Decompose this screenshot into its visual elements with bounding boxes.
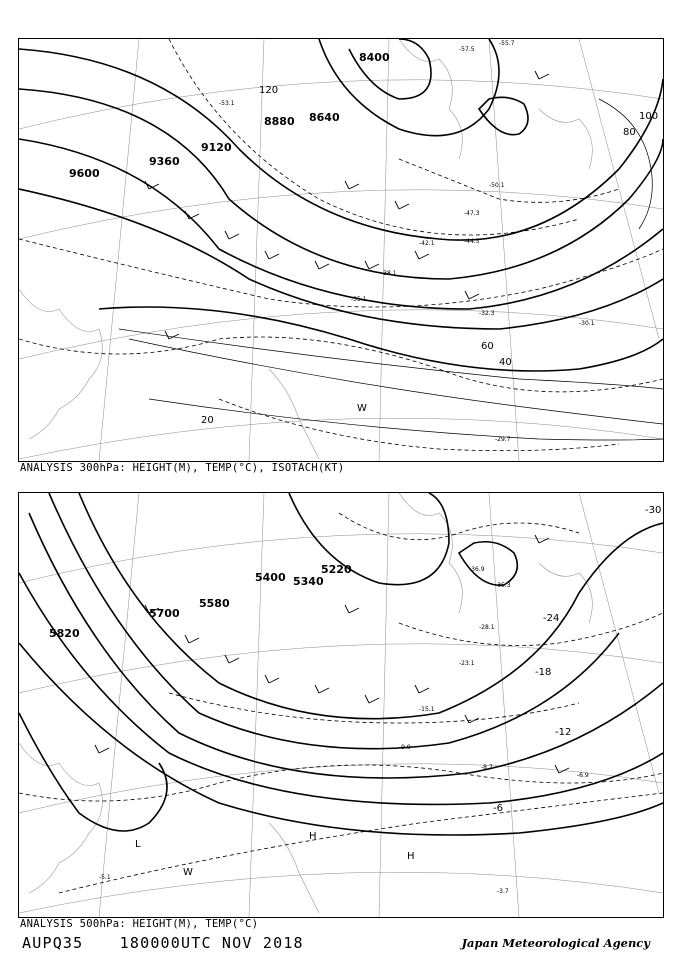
high-mark: H	[407, 851, 415, 862]
height-label: 8400	[359, 51, 390, 64]
isotach-label: 80	[623, 127, 636, 138]
isotach-label: 60	[481, 341, 494, 352]
graticule	[19, 39, 663, 461]
temp-label: -3.7	[497, 888, 509, 895]
chart-header	[22, 934, 330, 952]
temp-label: -8.7	[481, 764, 493, 771]
map-500hpa-canvas	[19, 493, 663, 917]
temp-label: -50.1	[489, 182, 505, 189]
agency-name: Japan Meteorological Agency	[461, 936, 650, 950]
temp-label: -57.5	[459, 46, 475, 53]
isotherm-label: -24	[543, 613, 560, 624]
pressure-mark-w: W	[183, 867, 193, 878]
isotach-label: 20	[201, 415, 214, 426]
height-label: 5400	[255, 571, 286, 584]
chart-datetime: 180000UTC NOV 2018	[119, 934, 304, 952]
temp-label: -9.9	[399, 744, 411, 751]
pressure-mark-w: W	[357, 403, 367, 414]
temp-label: -15.1	[419, 706, 435, 713]
isotherm-label: -30	[645, 505, 662, 516]
map-300hpa	[18, 38, 664, 462]
height-label: 8640	[309, 111, 340, 124]
wind-barbs	[145, 71, 549, 339]
chart-id: AUPQ35	[22, 934, 84, 952]
temp-label: -23.1	[459, 660, 475, 667]
temp-label: -47.3	[464, 210, 480, 217]
temp-label: -42.1	[419, 240, 435, 247]
temp-label: -32.3	[479, 310, 495, 317]
temp-label: -38.1	[381, 270, 397, 277]
height-contours	[19, 39, 663, 371]
pressure-marks	[135, 831, 415, 878]
temp-label: -44.5	[464, 238, 480, 245]
height-label: 5820	[49, 627, 80, 640]
map-500hpa	[18, 492, 664, 918]
temp-labels	[219, 40, 595, 443]
height-contours	[19, 493, 663, 835]
temp-label: -29.7	[495, 436, 511, 443]
temp-label: -6.9	[577, 772, 589, 779]
temp-label: -30.1	[579, 320, 595, 327]
height-label: 5340	[293, 575, 324, 588]
height-label: 9120	[201, 141, 232, 154]
isotach-label: 40	[499, 357, 512, 368]
coastlines	[19, 493, 592, 913]
temp-label: -5.1	[99, 874, 111, 881]
caption-300hpa: ANALYSIS 300hPa: HEIGHT(M), TEMP(°C), ISOTACH(KT)	[20, 462, 345, 474]
caption-500hpa: ANALYSIS 500hPa: HEIGHT(M), TEMP(°C)	[20, 918, 259, 930]
height-label: 5220	[321, 563, 352, 576]
temp-label: -55.7	[499, 40, 515, 47]
temp-label: -35.1	[351, 296, 367, 303]
low-mark: L	[135, 839, 141, 850]
high-mark: H	[309, 831, 317, 842]
height-labels	[69, 51, 390, 180]
height-label: 8880	[264, 115, 295, 128]
temp-label: -35.3	[495, 582, 511, 589]
height-label: 9600	[69, 167, 100, 180]
isotherm-label: -18	[535, 667, 552, 678]
isotherm-label: -6	[493, 803, 503, 814]
temp-label: -53.1	[219, 100, 235, 107]
height-label: 5580	[199, 597, 230, 610]
height-label: 9360	[149, 155, 180, 168]
isotach-label: 100	[639, 111, 659, 122]
temp-label: -36.9	[469, 566, 485, 573]
isotherm-label: -12	[555, 727, 572, 738]
temp-label: -28.1	[479, 624, 495, 631]
map-300hpa-canvas	[19, 39, 663, 461]
isotach-label: 120	[259, 85, 279, 96]
height-label: 5700	[149, 607, 180, 620]
height-labels	[49, 563, 352, 640]
